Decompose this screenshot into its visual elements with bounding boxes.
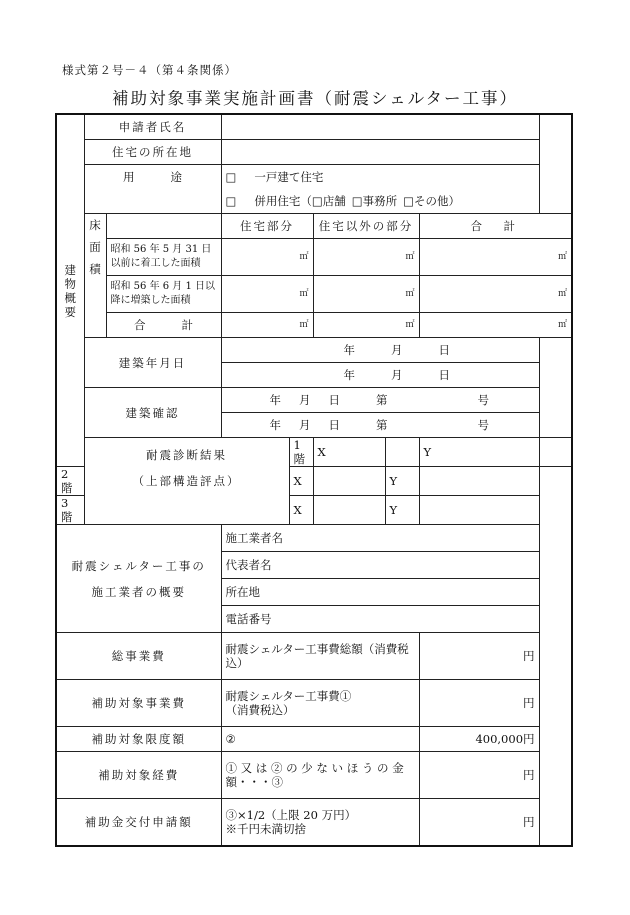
building-confirmation-label: 建築確認	[84, 388, 221, 438]
floor-area-after-nonhousing[interactable]: ㎡	[313, 276, 419, 313]
target-expense-row	[56, 752, 572, 799]
limit-description: ②	[221, 727, 419, 752]
floor-area-header-row	[56, 214, 572, 239]
use-label: 用 途	[84, 165, 221, 214]
floor-area-row-after	[56, 276, 572, 313]
seismic-row-1	[56, 438, 572, 467]
construction-date-field-1[interactable]: 年 月 日	[221, 338, 539, 363]
applicant-name-label: 申請者氏名	[84, 114, 221, 140]
grant-request-row	[56, 799, 572, 847]
floor-area-before-total[interactable]: ㎡	[419, 239, 572, 276]
grant-request-value[interactable]: 円	[419, 799, 539, 847]
limit-label: 補助対象限度額	[56, 727, 221, 752]
target-cost-row	[56, 680, 572, 727]
target-cost-description: 耐震シェルター工事費① （消費税込）	[221, 680, 419, 727]
construction-date-row-1	[56, 338, 572, 363]
seismic-y-value-1[interactable]	[539, 438, 572, 467]
building-overview-label: 建 物 概 要	[56, 114, 84, 467]
limit-value: 400,000円	[419, 727, 539, 752]
use-option-detached[interactable]: □ 一戸建て住宅	[221, 165, 539, 190]
floor-area-total-row	[56, 313, 572, 338]
checkbox-detached[interactable]: □	[225, 170, 237, 184]
floor-area-total-nonhousing[interactable]: ㎡	[313, 313, 419, 338]
checkbox-mixed[interactable]: □	[225, 194, 237, 208]
applicant-row	[56, 114, 572, 140]
seismic-y-value-3[interactable]	[419, 496, 539, 525]
seismic-x-1: X	[313, 438, 385, 467]
floor-area-after-housing[interactable]: ㎡	[221, 276, 313, 313]
checkbox-other[interactable]: □その他）	[403, 194, 460, 208]
grant-request-description: ③×1/2（上限 20 万円） ※千円未満切捨	[221, 799, 419, 847]
form-number: 様式第２号－４（第４条関係）	[62, 63, 237, 77]
document-title: 補助対象事業実施計画書（耐震シェルター工事）	[111, 89, 518, 108]
col-housing-part: 住宅部分	[221, 214, 313, 239]
grant-request-label: 補助金交付申請額	[56, 799, 221, 847]
use-row-1	[56, 165, 572, 190]
col-total: 合 計	[419, 214, 572, 239]
contractor-representative-field[interactable]: 代表者名	[221, 552, 539, 579]
floor-area-after-total[interactable]: ㎡	[419, 276, 572, 313]
contractor-overview-label: 耐震シェルター工事の 施工業者の概要	[56, 525, 221, 633]
floor-area-after-label: 昭和 56 年 6 月 1 日以降に増築した面積	[106, 276, 221, 313]
target-cost-value[interactable]: 円	[419, 680, 539, 727]
address-field[interactable]	[221, 140, 539, 165]
building-confirmation-field-2[interactable]: 年 月 日 第 号	[221, 413, 539, 438]
floor-area-row-before	[56, 239, 572, 276]
floor-area-label: 床 面 積	[84, 214, 106, 338]
seismic-result-label: 耐震診断結果 （上部構造評点）	[84, 438, 289, 525]
floor-area-before-nonhousing[interactable]: ㎡	[313, 239, 419, 276]
applicant-name-field[interactable]	[221, 114, 539, 140]
target-expense-description: ① 又 は ② の 少 な い ほ う の 金 額・・・③	[221, 752, 419, 799]
total-cost-description: 耐震シェルター工事費総額（消費税込）	[221, 633, 419, 680]
seismic-floor-1: 1 階	[289, 438, 313, 467]
checkbox-shop[interactable]: □店舗	[311, 194, 346, 208]
contractor-row-1	[56, 525, 572, 552]
address-row	[56, 140, 572, 165]
total-cost-row	[56, 633, 572, 680]
use-option-mixed[interactable]: □ 併用住宅（□店舗 □事務所 □その他）	[221, 189, 539, 214]
target-cost-label: 補助対象事業費	[56, 680, 221, 727]
plan-form-table	[55, 113, 573, 847]
seismic-x-value-1[interactable]	[385, 438, 419, 467]
seismic-floor-2: 2 階	[56, 467, 84, 496]
seismic-y-3: Y	[385, 496, 419, 525]
col-non-housing-part: 住宅以外の部分	[313, 214, 419, 239]
seismic-x-2: X	[289, 467, 313, 496]
floor-area-total-total[interactable]: ㎡	[419, 313, 572, 338]
contractor-address-field[interactable]: 所在地	[221, 579, 539, 606]
seismic-y-1: Y	[419, 438, 539, 467]
total-cost-value[interactable]: 円	[419, 633, 539, 680]
floor-area-total-label: 合 計	[106, 313, 221, 338]
seismic-y-2: Y	[385, 467, 419, 496]
seismic-x-value-2[interactable]	[313, 467, 385, 496]
contractor-phone-field[interactable]: 電話番号	[221, 606, 539, 633]
building-confirmation-field-1[interactable]: 年 月 日 第 号	[221, 388, 539, 413]
construction-date-label: 建築年月日	[84, 338, 221, 388]
construction-date-field-2[interactable]: 年 月 日	[221, 363, 539, 388]
contractor-company-field[interactable]: 施工業者名	[221, 525, 539, 552]
seismic-x-value-3[interactable]	[313, 496, 385, 525]
floor-area-before-label: 昭和 56 年 5 月 31 日以前に着工した面積	[106, 239, 221, 276]
checkbox-office[interactable]: □事務所	[351, 194, 398, 208]
total-cost-label: 総事業費	[56, 633, 221, 680]
floor-area-before-housing[interactable]: ㎡	[221, 239, 313, 276]
floor-area-total-housing[interactable]: ㎡	[221, 313, 313, 338]
limit-row	[56, 727, 572, 752]
target-expense-value[interactable]: 円	[419, 752, 539, 799]
seismic-x-3: X	[289, 496, 313, 525]
target-expense-label: 補助対象経費	[56, 752, 221, 799]
building-confirmation-row-1	[56, 388, 572, 413]
seismic-y-value-2[interactable]	[419, 467, 539, 496]
address-label: 住宅の所在地	[84, 140, 221, 165]
seismic-floor-3: 3 階	[56, 496, 84, 525]
